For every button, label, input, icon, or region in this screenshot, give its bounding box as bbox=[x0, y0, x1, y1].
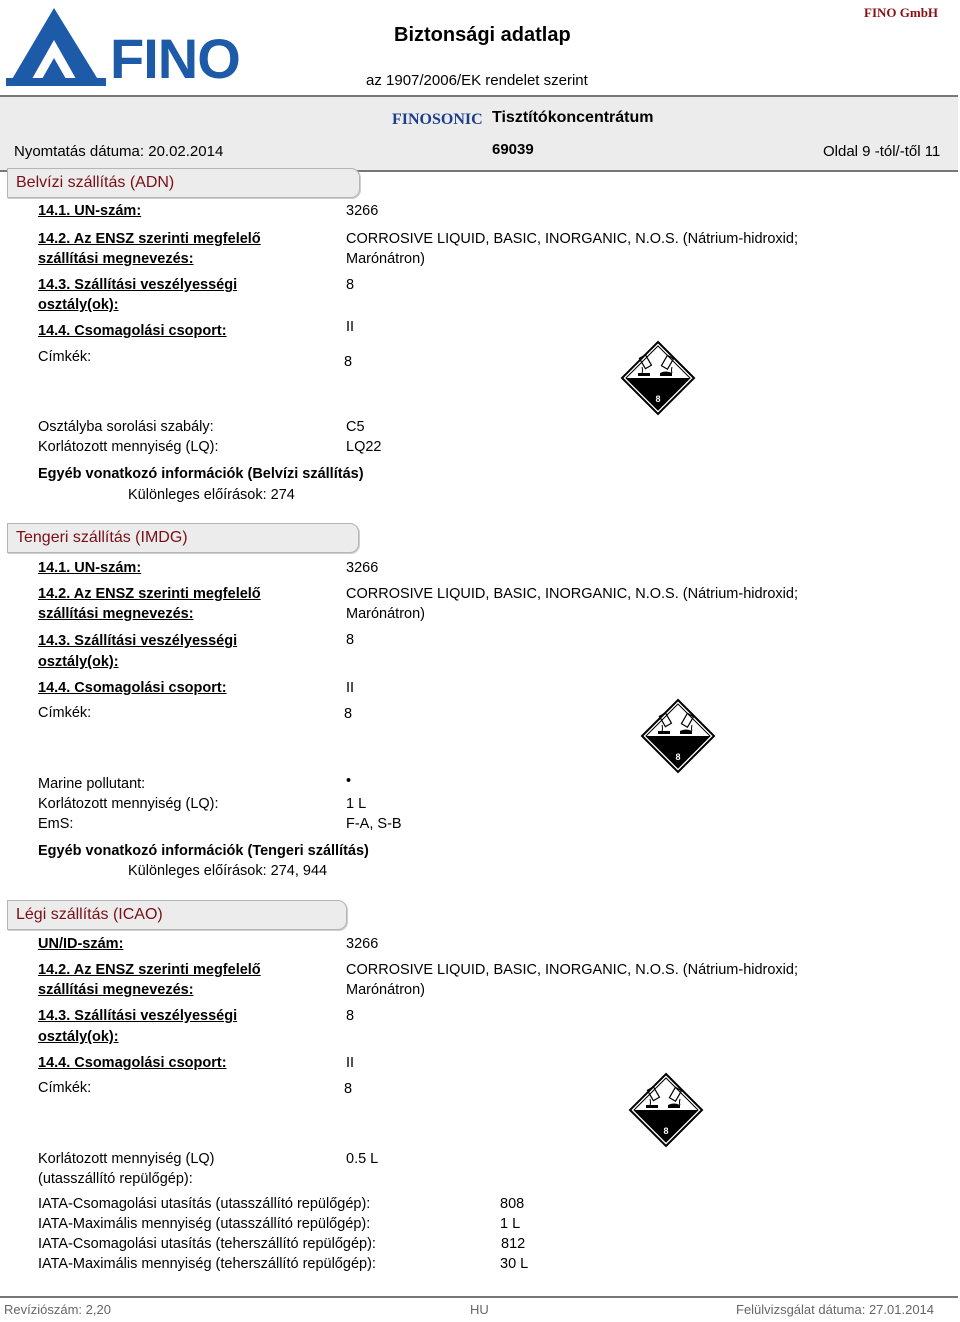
company-name: FINO GmbH bbox=[864, 5, 939, 20]
iata-row-value: 1 L bbox=[500, 1216, 521, 1232]
imdg-un-value: 3266 bbox=[346, 560, 379, 576]
icao-labels-value: 8 bbox=[344, 1081, 353, 1097]
adn-rule-label: Osztályba sorolási szabály: bbox=[38, 419, 214, 435]
imdg-ems-label: EmS: bbox=[38, 816, 74, 832]
review-date: Felülvizsgálat dátuma: 27.01.2014 bbox=[736, 1302, 935, 1317]
pictogram-number: 8 bbox=[675, 752, 681, 762]
section-imdg-header bbox=[7, 523, 359, 553]
product-brand: FINOSONIC bbox=[392, 111, 483, 128]
imdg-labels-label: Címkék: bbox=[38, 705, 92, 721]
imdg-mp-label: Marine pollutant: bbox=[38, 776, 146, 792]
section-adn-header bbox=[7, 168, 360, 198]
adn-special: Különleges előírások: 274 bbox=[128, 487, 295, 503]
iata-row-label: IATA-Maximális mennyiség (utasszállító repülőgép): bbox=[38, 1216, 371, 1232]
adn-corrosive-pictogram bbox=[620, 340, 696, 416]
icao-name-value-2: Marónátron) bbox=[346, 982, 425, 998]
icao-pg-label: 14.4. Csomagolási csoport: bbox=[38, 1055, 227, 1071]
imdg-special: Különleges előírások: 274, 944 bbox=[128, 863, 328, 879]
adn-lq-label: Korlátozott mennyiség (LQ): bbox=[38, 439, 219, 455]
adn-name-value-2: Marónátron) bbox=[346, 251, 425, 267]
adn-other-heading: Egyéb vonatkozó információk (Belvízi szállítás) bbox=[38, 466, 364, 482]
imdg-name-label-1: 14.2. Az ENSZ szerinti megfelelő bbox=[38, 586, 261, 602]
imdg-class-value: 8 bbox=[346, 632, 355, 648]
product-bar bbox=[0, 95, 958, 172]
imdg-name-value-1: CORROSIVE LIQUID, BASIC, INORGANIC, N.O.S. (Nátrium-hidroxid; bbox=[346, 586, 798, 602]
icao-lq-label-1: Korlátozott mennyiség (LQ) bbox=[38, 1151, 215, 1167]
icao-name-label-1: 14.2. Az ENSZ szerinti megfelelő bbox=[38, 962, 261, 978]
imdg-class-label-1: 14.3. Szállítási veszélyességi bbox=[38, 633, 238, 649]
section-adn-title: Belvízi szállítás (ADN) bbox=[16, 174, 175, 191]
icao-labels-label: Címkék: bbox=[38, 1080, 92, 1096]
pictogram-number: 8 bbox=[663, 1126, 669, 1136]
imdg-class-label-2: osztály(ok): bbox=[38, 654, 119, 670]
imdg-pg-label: 14.4. Csomagolási csoport: bbox=[38, 680, 227, 696]
imdg-lq-value: 1 L bbox=[346, 796, 367, 812]
iata-row-value: 808 bbox=[500, 1196, 525, 1212]
adn-labels-value: 8 bbox=[344, 354, 353, 370]
icao-class-label-1: 14.3. Szállítási veszélyességi bbox=[38, 1008, 238, 1024]
iata-row-label: IATA-Maximális mennyiség (teherszállító repülőgép): bbox=[38, 1256, 376, 1272]
language-code: HU bbox=[470, 1302, 489, 1317]
icao-class-label-2: osztály(ok): bbox=[38, 1029, 119, 1045]
print-date: Nyomtatás dátuma: 20.02.2014 bbox=[14, 143, 224, 160]
adn-name-value-1: CORROSIVE LIQUID, BASIC, INORGANIC, N.O.S. (Nátrium-hidroxid; bbox=[346, 231, 798, 247]
product-number: 69039 bbox=[492, 141, 534, 158]
section-icao-header bbox=[7, 900, 347, 930]
icao-corrosive-pictogram bbox=[628, 1072, 704, 1148]
product-name: Tisztítókoncentrátum bbox=[492, 109, 654, 126]
revision-number: Revíziószám: 2,20 bbox=[4, 1302, 111, 1317]
imdg-pg-value: II bbox=[346, 680, 355, 696]
imdg-other-heading: Egyéb vonatkozó információk (Tengeri szállítás) bbox=[38, 843, 369, 859]
icao-name-value-1: CORROSIVE LIQUID, BASIC, INORGANIC, N.O.S. (Nátrium-hidroxid; bbox=[346, 962, 798, 978]
imdg-labels-value: 8 bbox=[344, 706, 353, 722]
corrosive-icon bbox=[640, 698, 716, 774]
iata-row-value: 30 L bbox=[500, 1256, 529, 1272]
document-title: Biztonsági adatlap bbox=[394, 24, 571, 46]
corrosive-icon bbox=[620, 340, 696, 416]
page-number: Oldal 9 -tól/-től 11 bbox=[823, 143, 941, 160]
adn-rule-value: C5 bbox=[346, 419, 365, 435]
adn-pg-value: II bbox=[346, 319, 355, 335]
fino-logo bbox=[6, 4, 240, 90]
imdg-mp-value: • bbox=[346, 773, 352, 789]
pictogram-number: 8 bbox=[655, 394, 661, 404]
corrosive-icon bbox=[628, 1072, 704, 1148]
regulation-text: az 1907/2006/EK rendelet szerint bbox=[366, 72, 588, 89]
icao-un-value: 3266 bbox=[346, 936, 379, 952]
iata-row-value: 812 bbox=[501, 1236, 526, 1252]
adn-lq-value: LQ22 bbox=[346, 439, 382, 455]
page-footer bbox=[0, 1296, 958, 1322]
imdg-ems-value: F-A, S-B bbox=[346, 816, 402, 832]
adn-labels-label: Címkék: bbox=[38, 349, 92, 365]
adn-un-value: 3266 bbox=[346, 203, 379, 219]
icao-un-label: UN/ID-szám: bbox=[38, 936, 124, 952]
imdg-corrosive-pictogram bbox=[640, 698, 716, 774]
imdg-name-label-2: szállítási megnevezés: bbox=[38, 606, 194, 622]
iata-row-label: IATA-Csomagolási utasítás (teherszállító repülőgép): bbox=[38, 1236, 376, 1252]
section-icao-title: Légi szállítás (ICAO) bbox=[16, 906, 163, 923]
icao-lq-label-2: (utasszállító repülőgép): bbox=[38, 1171, 193, 1187]
adn-name-label-2: szállítási megnevezés: bbox=[38, 251, 194, 267]
imdg-lq-label: Korlátozott mennyiség (LQ): bbox=[38, 796, 219, 812]
adn-class-value: 8 bbox=[346, 277, 355, 293]
icao-class-value: 8 bbox=[346, 1008, 355, 1024]
iata-row-label: IATA-Csomagolási utasítás (utasszállító repülőgép): bbox=[38, 1196, 371, 1212]
adn-class-label-2: osztály(ok): bbox=[38, 297, 119, 313]
imdg-un-label: 14.1. UN-szám: bbox=[38, 560, 142, 576]
adn-un-label: 14.1. UN-szám: bbox=[38, 203, 142, 219]
section-imdg-title: Tengeri szállítás (IMDG) bbox=[16, 529, 188, 546]
adn-pg-label: 14.4. Csomagolási csoport: bbox=[38, 323, 227, 339]
adn-class-label-1: 14.3. Szállítási veszélyességi bbox=[38, 277, 238, 293]
icao-lq-value: 0.5 L bbox=[346, 1151, 379, 1167]
icao-name-label-2: szállítási megnevezés: bbox=[38, 982, 194, 998]
logo-text: FINO bbox=[110, 27, 240, 90]
adn-name-label-1: 14.2. Az ENSZ szerinti megfelelő bbox=[38, 231, 261, 247]
icao-pg-value: II bbox=[346, 1055, 355, 1071]
imdg-name-value-2: Marónátron) bbox=[346, 606, 425, 622]
